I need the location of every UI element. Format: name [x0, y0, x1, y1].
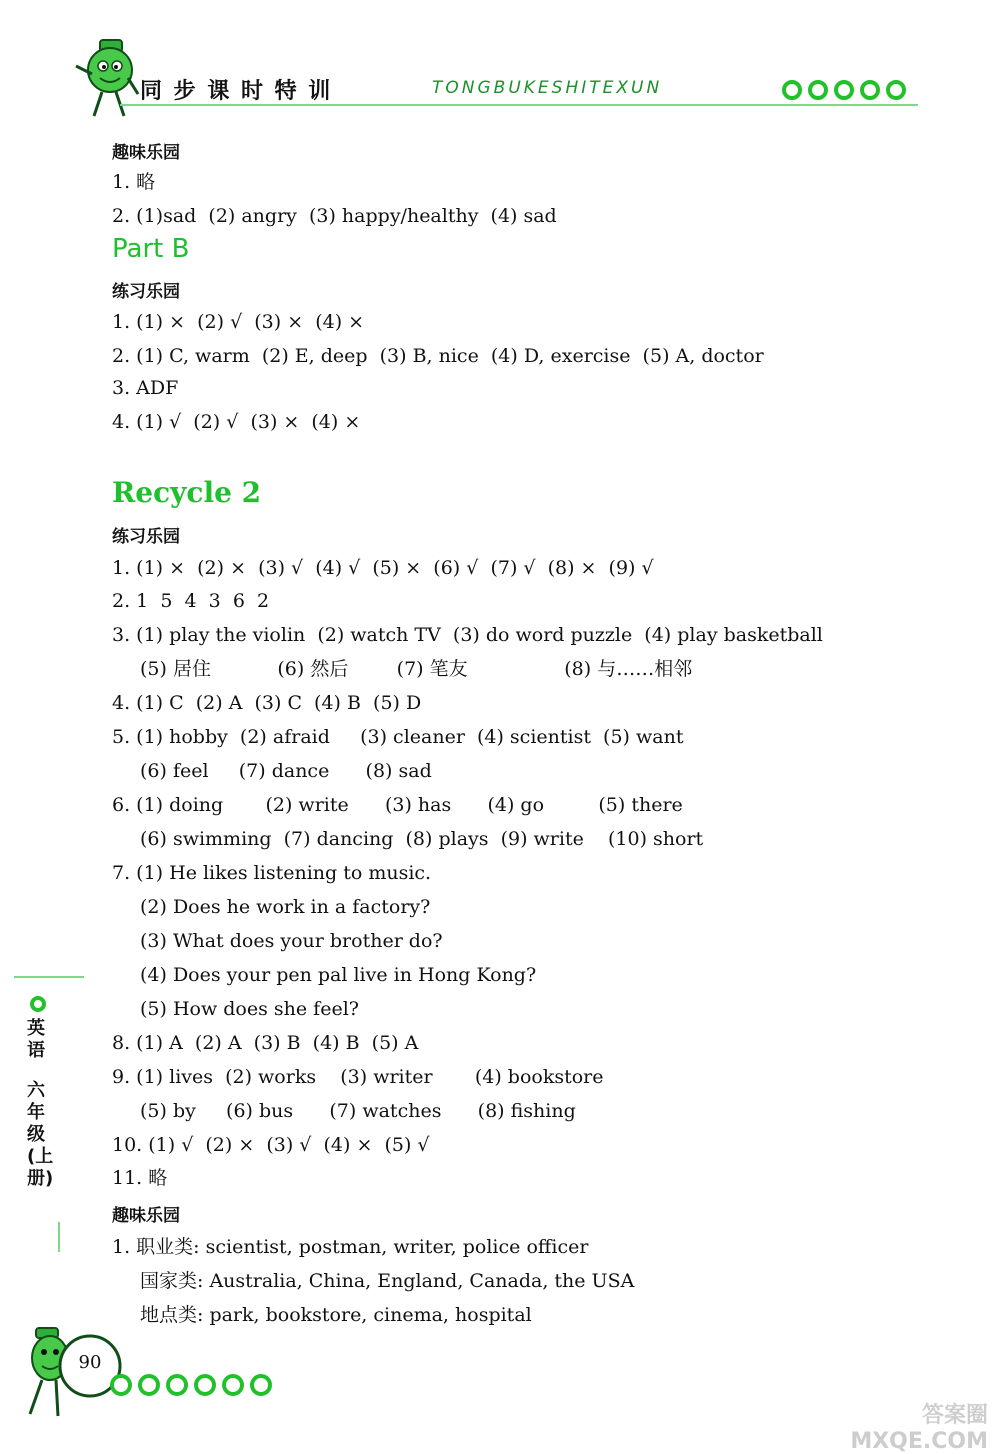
header-title: 同 步 课 时 特 训 — [140, 79, 333, 104]
part-b-heading: Part B — [112, 234, 190, 264]
answer-line: 1. (1) × (2) √ (3) × (4) × — [112, 311, 365, 333]
dot-icon — [166, 1374, 188, 1396]
dot-icon — [138, 1374, 160, 1396]
header-rule — [120, 104, 918, 106]
dot-icon — [834, 80, 854, 100]
dot-icon — [808, 80, 828, 100]
section-subtitle: 趣味乐园 — [112, 143, 180, 163]
watermark: 答案圈 MXQE.COM — [850, 1403, 988, 1454]
answer-line: 6. (1) doing (2) write (3) has (4) go (5) there — [112, 794, 683, 816]
answer-line: 地点类: park, bookstore, cinema, hospital — [140, 1304, 532, 1326]
answer-line: (5) 居住 (6) 然后 (7) 笔友 (8) 与……相邻 — [140, 658, 693, 680]
answer-line: (3) What does your brother do? — [140, 930, 443, 952]
header-dots — [782, 80, 906, 104]
answer-line: 1. 职业类: scientist, postman, writer, police officer — [112, 1236, 589, 1258]
answer-line: (6) swimming (7) dancing (8) plays (9) write (10) short — [140, 828, 704, 850]
recycle-heading: Recycle 2 — [112, 476, 262, 509]
answer-line: (4) Does your pen pal live in Hong Kong? — [140, 964, 537, 986]
answer-line: 3. (1) play the violin (2) watch TV (3) do word puzzle (4) play basketball — [112, 624, 823, 646]
answer-line: 1. 略 — [112, 171, 156, 193]
footer-dots — [110, 1374, 272, 1400]
answer-line: 2. 1 5 4 3 6 2 — [112, 590, 270, 612]
answer-line: 3. ADF — [112, 377, 179, 399]
answer-line: 5. (1) hobby (2) afraid (3) cleaner (4) scientist (5) want — [112, 726, 684, 748]
dot-icon — [886, 80, 906, 100]
dot-icon — [782, 80, 802, 100]
answer-line: (5) How does she feel? — [140, 998, 359, 1020]
answer-line: 4. (1) C (2) A (3) C (4) B (5) D — [112, 692, 422, 714]
answer-line: 4. (1) √ (2) √ (3) × (4) × — [112, 411, 361, 433]
answer-line: 7. (1) He likes listening to music. — [112, 862, 432, 884]
sidebar-subject: 英语 — [27, 1018, 45, 1061]
answer-line: 9. (1) lives (2) works (3) writer (4) bookstore — [112, 1066, 604, 1088]
section-subtitle: 练习乐园 — [112, 282, 180, 302]
dot-icon — [110, 1374, 132, 1396]
dot-icon — [860, 80, 880, 100]
mascot-icon — [72, 38, 142, 120]
answer-line: 2. (1) C, warm (2) E, deep (3) B, nice (4) D, exercise (5) A, doctor — [112, 345, 764, 367]
answer-line: (5) by (6) bus (7) watches (8) fishing — [140, 1100, 576, 1122]
dot-icon — [194, 1374, 216, 1396]
mascot-icon — [24, 1322, 124, 1422]
answer-line: 1. (1) × (2) × (3) √ (4) √ (5) × (6) √ (7) √ (8) × (9) √ — [112, 557, 654, 579]
dot-icon — [222, 1374, 244, 1396]
answer-line: (6) feel (7) dance (8) sad — [140, 760, 432, 782]
answer-line: 10. (1) √ (2) × (3) √ (4) × (5) √ — [112, 1134, 430, 1156]
answer-line: (2) Does he work in a factory? — [140, 896, 431, 918]
section-subtitle: 练习乐园 — [112, 527, 180, 547]
header-pinyin: TONGBUKESHITEXUN — [432, 78, 663, 98]
sidebar-rule — [14, 976, 84, 978]
answer-line: 8. (1) A (2) A (3) B (4) B (5) A — [112, 1032, 419, 1054]
answer-line: 11. 略 — [112, 1167, 168, 1189]
sidebar-vline — [58, 1222, 60, 1252]
section-subtitle: 趣味乐园 — [112, 1206, 180, 1226]
answer-line: 国家类: Australia, China, England, Canada, the USA — [140, 1270, 635, 1292]
sidebar-grade: 六年级(上册) — [27, 1080, 54, 1189]
dot-icon — [30, 996, 46, 1012]
page-number: 90 — [78, 1352, 102, 1373]
answer-line: 2. (1)sad (2) angry (3) happy/healthy (4) sad — [112, 205, 557, 227]
dot-icon — [250, 1374, 272, 1396]
